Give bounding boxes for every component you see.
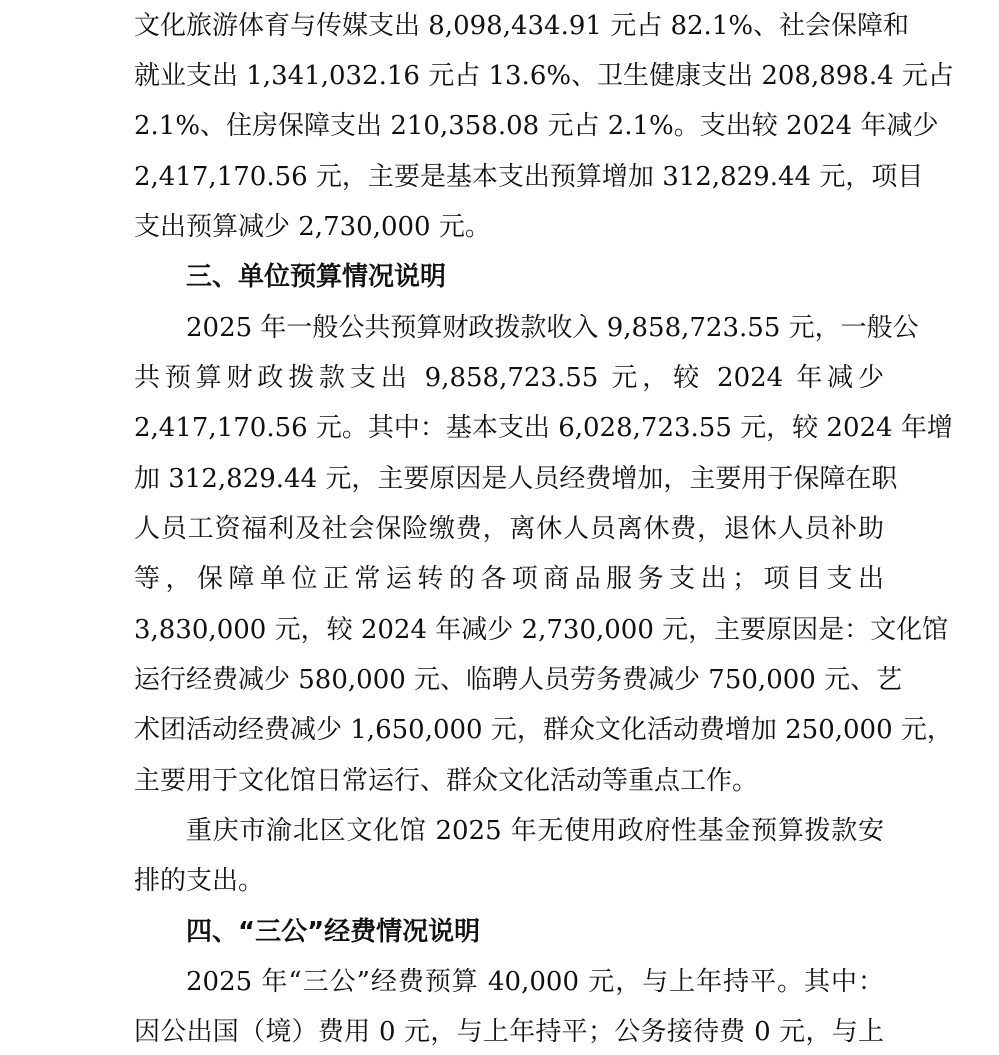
paragraph-line: 支出预算减少 2,730,000 元。 — [134, 212, 491, 242]
section-heading-4: 四、“三公”经费情况说明 — [186, 917, 481, 947]
paragraph-line: 加 312,829.44 元，主要原因是人员经费增加，主要用于保障在职 — [134, 464, 898, 494]
paragraph-line: 共预算财政拨款支出 9,858,723.55 元，较 2024 年减少 — [134, 363, 884, 393]
paragraph-line: 2,417,170.56 元。其中：基本支出 6,028,723.55 元，较 2024 年增 — [134, 413, 953, 443]
paragraph-line: 主要用于文化馆日常运行、群众文化活动等重点工作。 — [134, 766, 759, 796]
paragraph-line: 就业支出 1,341,032.16 元占 13.6%、卫生健康支出 208,898.4 元占 — [134, 61, 954, 91]
paragraph-line: 等，保障单位正常运转的各项商品服务支出；项目支出 — [134, 564, 884, 594]
paragraph-line: 排的支出。 — [134, 866, 265, 896]
paragraph-line: 文化旅游体育与传媒支出 8,098,434.91 元占 82.1%、社会保障和 — [134, 11, 910, 41]
paragraph-line: 3,830,000 元，较 2024 年减少 2,730,000 元，主要原因是：文化馆 — [134, 615, 949, 645]
paragraph-line: 重庆市渝北区文化馆 2025 年无使用政府性基金预算拨款安 — [186, 816, 884, 846]
paragraph-line: 因公出国（境）费用 0 元，与上年持平；公务接待费 0 元，与上 — [134, 1017, 884, 1047]
paragraph-line: 2025 年一般公共预算财政拨款收入 9,858,723.55 元，一般公 — [186, 313, 919, 343]
section-heading-3: 三、单位预算情况说明 — [186, 262, 447, 292]
paragraph-line: 2025 年“三公”经费预算 40,000 元，与上年持平。其中： — [186, 967, 884, 997]
paragraph-line: 2,417,170.56 元，主要是基本支出预算增加 312,829.44 元，项目 — [134, 162, 924, 192]
paragraph-line: 人员工资福利及社会保险缴费，离休人员离休费，退休人员补助 — [134, 514, 884, 544]
paragraph-line: 术团活动经费减少 1,650,000 元，群众文化活动费增加 250,000 元， — [134, 715, 953, 745]
paragraph-line: 2.1%、住房保障支出 210,358.08 元占 2.1%。支出较 2024 年减少 — [134, 111, 939, 141]
paragraph-line: 运行经费减少 580,000 元、临聘人员劳务费减少 750,000 元、艺 — [134, 665, 903, 695]
